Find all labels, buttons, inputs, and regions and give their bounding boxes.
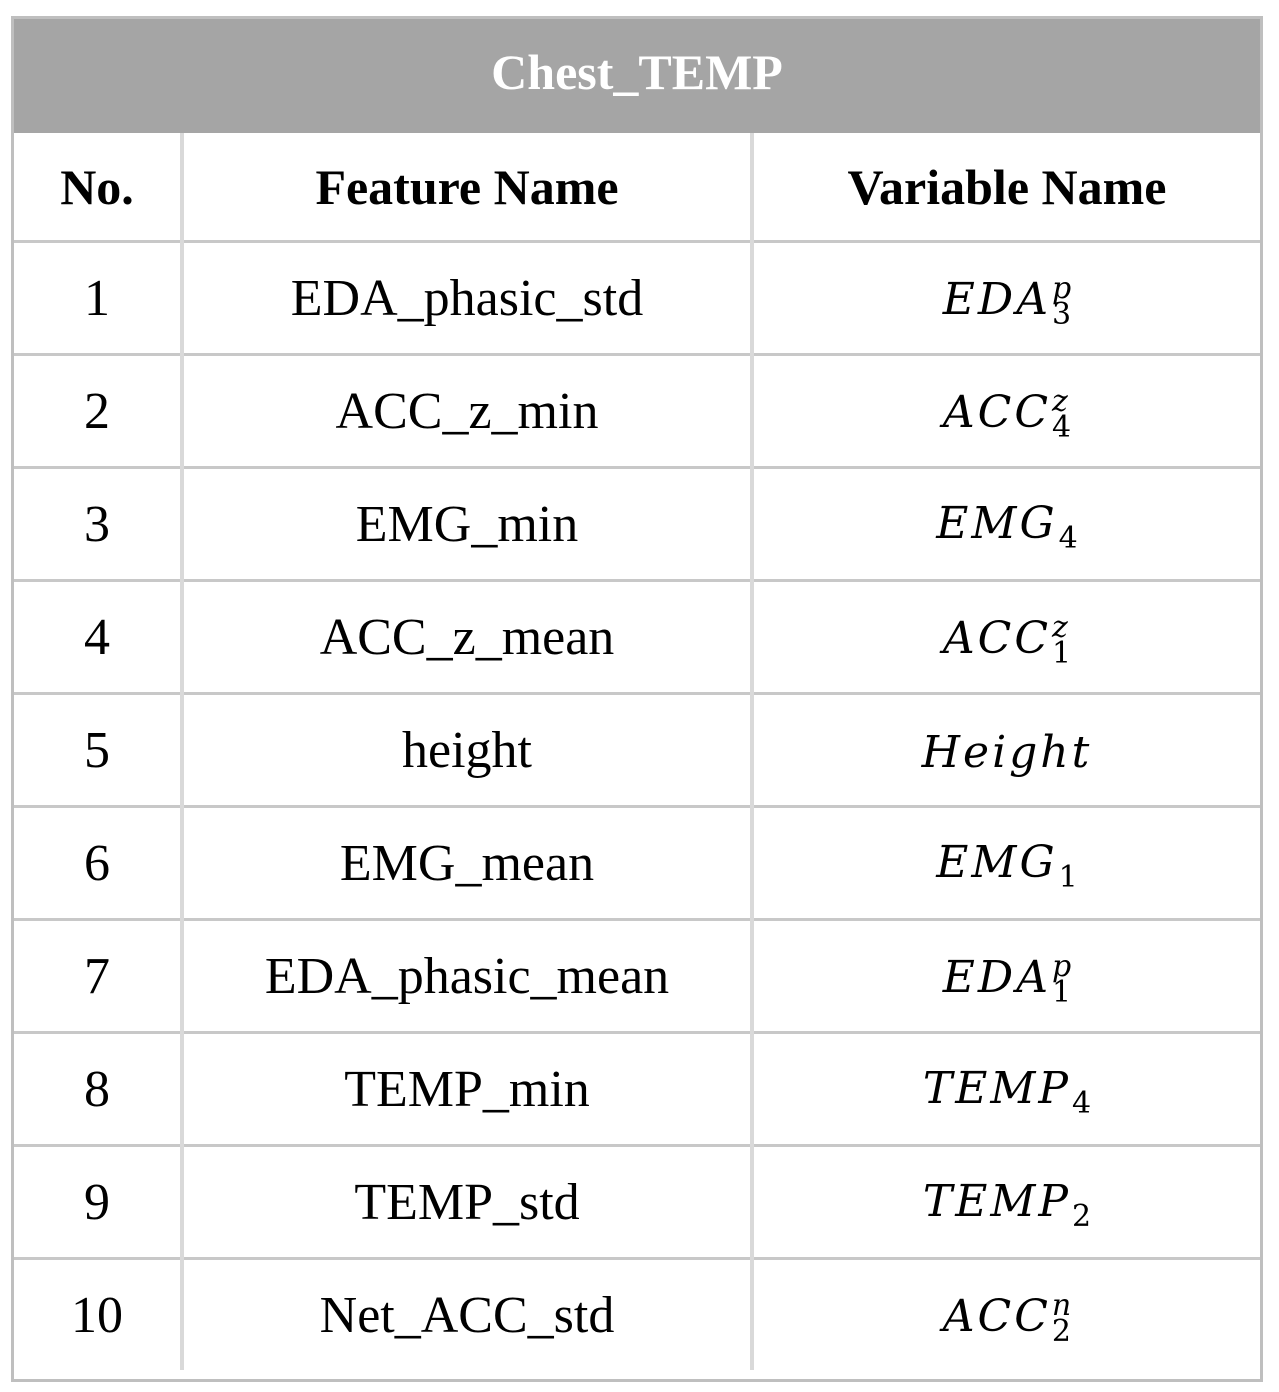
feature-name: ACC_z_min: [182, 355, 752, 468]
variable-superscript: n: [1051, 1288, 1072, 1324]
row-number: 4: [14, 581, 182, 694]
table-row: [14, 1033, 1260, 1146]
row-number: 8: [14, 1033, 182, 1146]
table-row: [14, 1259, 1260, 1371]
variable-superscript: p: [1051, 949, 1072, 985]
variable-name: [752, 1259, 1260, 1371]
feature-grid: [14, 133, 1260, 1370]
variable-indices: [1051, 271, 1072, 333]
variable-subscript: 1: [1058, 860, 1078, 895]
header-row: [14, 133, 1260, 242]
variable-base: ACC: [942, 1290, 1051, 1342]
row-number: 2: [14, 355, 182, 468]
feature-name: EDA_phasic_mean: [182, 920, 752, 1033]
variable-base: Height: [921, 726, 1093, 778]
variable-subscript: 3: [1051, 297, 1072, 333]
variable-name: [752, 1033, 1260, 1146]
row-number: 10: [14, 1259, 182, 1371]
variable-name: [752, 581, 1260, 694]
table-row: [14, 355, 1260, 468]
variable-indices: [1051, 1288, 1072, 1350]
variable-subscript: 1: [1051, 975, 1072, 1011]
feature-name: EDA_phasic_std: [182, 242, 752, 355]
variable-subscript: 2: [1072, 1199, 1092, 1234]
variable-base: EDA: [942, 273, 1051, 325]
row-number: 1: [14, 242, 182, 355]
table-row: [14, 242, 1260, 355]
feature-name: ACC_z_mean: [182, 581, 752, 694]
variable-name: [752, 1146, 1260, 1259]
table-row: [14, 920, 1260, 1033]
header-feature-name: Feature Name: [182, 133, 752, 242]
variable-subscript: 1: [1052, 636, 1072, 672]
table-body: [14, 242, 1260, 1371]
variable-subscript: 4: [1052, 410, 1072, 446]
variable-superscript: z: [1052, 610, 1068, 646]
feature-name: height: [182, 694, 752, 807]
row-number: 3: [14, 468, 182, 581]
variable-indices: [1052, 384, 1072, 446]
variable-symbol: [936, 498, 1077, 556]
feature-name: TEMP_min: [182, 1033, 752, 1146]
variable-name: [752, 468, 1260, 581]
variable-name: [752, 242, 1260, 355]
variable-symbol: [936, 837, 1077, 895]
variable-base: ACC: [942, 386, 1051, 438]
variable-symbol: [942, 271, 1072, 333]
variable-base: EMG: [936, 837, 1058, 888]
table-row: [14, 1146, 1260, 1259]
variable-base: EDA: [942, 951, 1051, 1003]
variable-base: ACC: [942, 612, 1051, 664]
table-row: [14, 694, 1260, 807]
variable-name: [752, 694, 1260, 807]
variable-subscript: 4: [1072, 1086, 1092, 1121]
variable-base: TEMP: [922, 1063, 1072, 1114]
variable-subscript: 2: [1051, 1314, 1071, 1350]
row-number: 9: [14, 1146, 182, 1259]
table-row: [14, 581, 1260, 694]
variable-symbol: [923, 1063, 1091, 1121]
variable-name: [752, 807, 1260, 920]
variable-indices: [1051, 949, 1072, 1011]
row-number: 5: [14, 694, 182, 807]
variable-subscript: 4: [1058, 521, 1078, 556]
variable-indices: [1052, 610, 1072, 672]
row-number: 6: [14, 807, 182, 920]
header-variable-name: Variable Name: [752, 133, 1260, 242]
variable-symbol: [942, 949, 1072, 1011]
variable-symbol: [942, 1288, 1072, 1350]
variable-symbol: [942, 384, 1072, 446]
feature-name: TEMP_std: [182, 1146, 752, 1259]
table-row: [14, 468, 1260, 581]
feature-name: EMG_min: [182, 468, 752, 581]
table-title: Chest_TEMP: [14, 19, 1260, 133]
feature-name: Net_ACC_std: [182, 1259, 752, 1371]
variable-base: TEMP: [922, 1176, 1072, 1227]
variable-base: EMG: [936, 498, 1058, 549]
row-number: 7: [14, 920, 182, 1033]
variable-name: [752, 920, 1260, 1033]
variable-symbol: [922, 727, 1093, 778]
variable-superscript: p: [1051, 271, 1072, 307]
feature-table: [11, 16, 1263, 1382]
variable-name: [752, 355, 1260, 468]
table-row: [14, 807, 1260, 920]
header-no: No.: [60, 158, 134, 215]
feature-name: EMG_mean: [182, 807, 752, 920]
variable-superscript: z: [1052, 384, 1068, 420]
variable-symbol: [942, 610, 1072, 672]
variable-symbol: [923, 1176, 1091, 1234]
